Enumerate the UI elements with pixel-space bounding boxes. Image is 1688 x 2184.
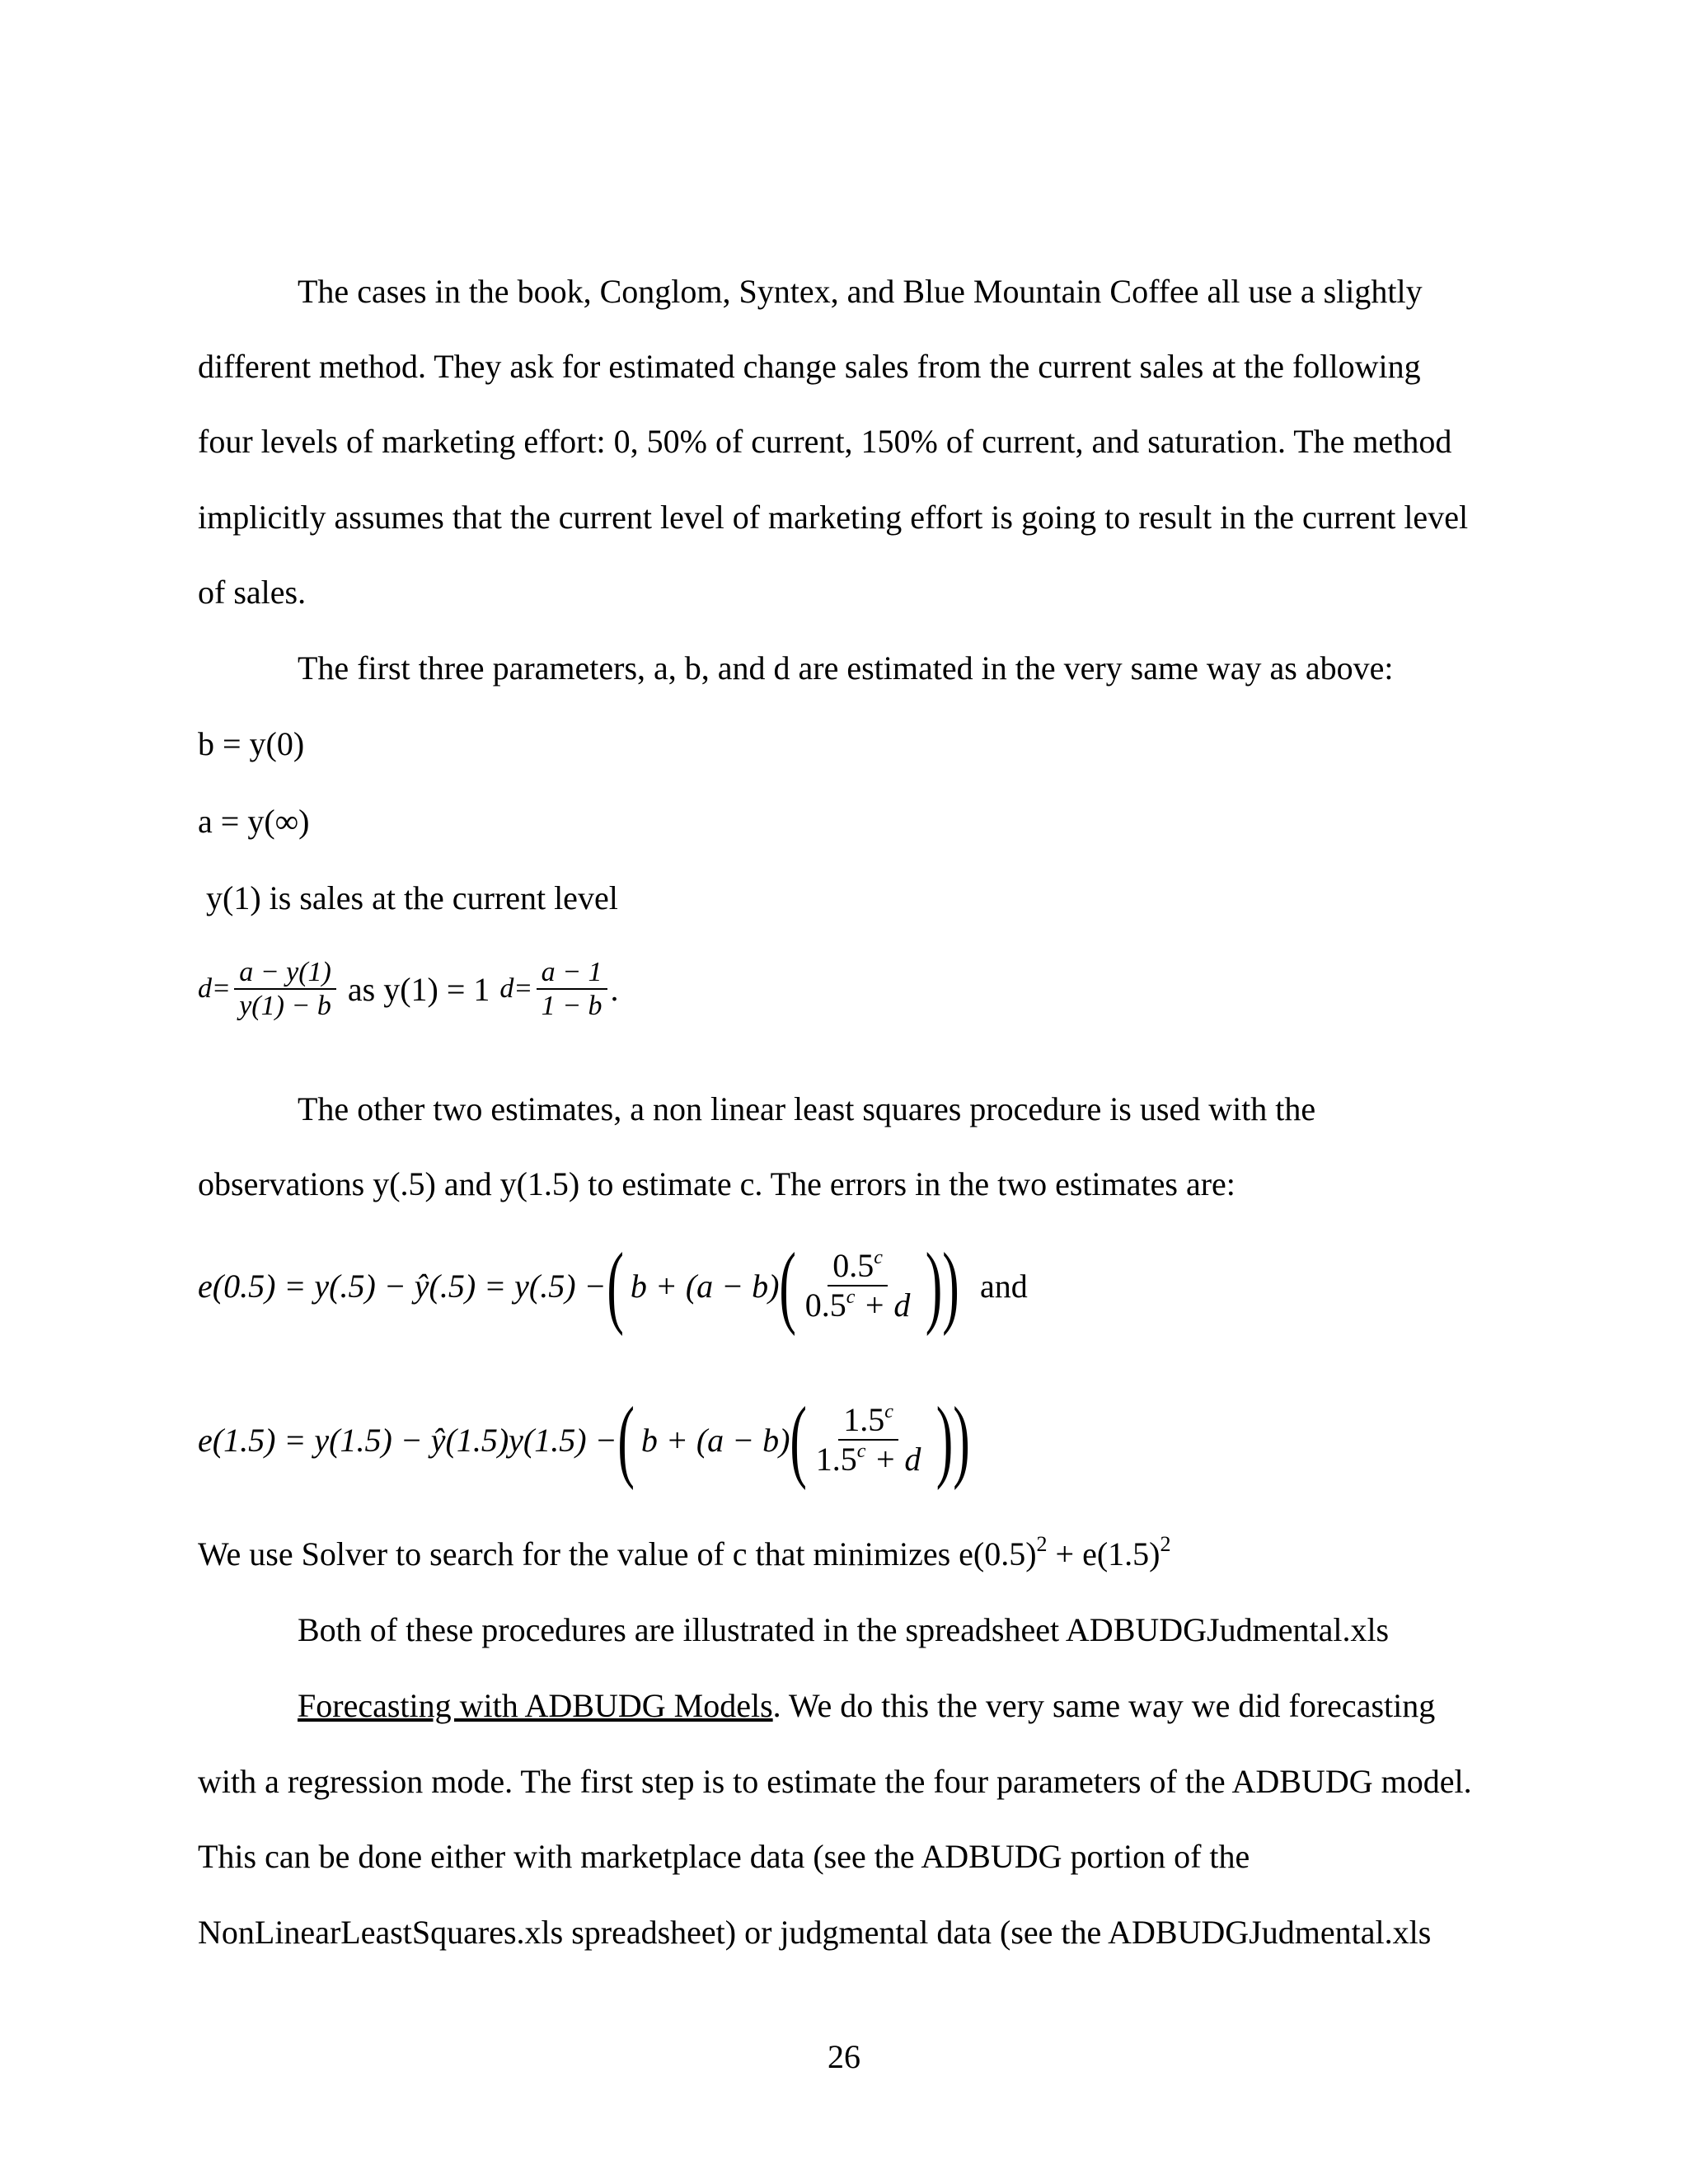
d-symbol: d [198,973,212,1005]
paragraph-1-line-4: implicitly assumes that the current level of marketing effort is going to result in the current level [198,499,1469,536]
d-formula [198,956,619,1022]
definition-b: b = y(0) [198,725,305,762]
solver-mid: + e(1.5) [1047,1535,1160,1572]
d-fraction-2-denominator: 1 − b [541,991,603,1022]
paragraph-1-line-2: different method. They ask for estimated change sales from the current sales at the following [198,348,1421,385]
equation-2-close-paren: )) [936,1389,971,1491]
d-fraction-2 [537,956,607,1022]
equation-e-1-5 [198,1389,978,1491]
equation-1-fraction [800,1247,916,1324]
equation-2-open-paren: ( [617,1389,635,1491]
equation-1-inner: b + (a − b) [630,1267,780,1305]
paragraph-5-line-2: with a regression mode. The first step is to estimate the four parameters of the ADBUDG model. [198,1763,1472,1800]
solver-text: We use Solver to search for the value of c that minimizes e(0.5) [198,1535,1037,1572]
d-formula-period: . [610,970,619,1008]
d-fraction-1 [234,956,336,1022]
equation-1-numerator: 0.5$^c$ [828,1247,888,1286]
equation-2-fraction [811,1401,926,1479]
equation-e-0-5 [198,1235,1028,1337]
equals-sign: = [213,973,230,1005]
equation-2-lhs: e(1.5) = y(1.5) − ŷ(1.5)y(1.5) − [198,1421,617,1459]
equation-1-and: and [980,1267,1028,1305]
paragraph-4-line-1: Both of these procedures are illustrated in the spreadsheet ADBUDGJudmental.xls [298,1611,1390,1648]
definition-y1: y(1) is sales at the current level [198,879,618,916]
paragraph-3-line-2: observations y(.5) and y(1.5) to estimate c. The errors in the two estimates are: [198,1165,1236,1202]
definition-a: a = y(∞) [198,803,310,840]
paragraph-1-line-5: of sales. [198,574,307,611]
equation-2-denominator: 1.5$^c$ + d [815,1441,921,1478]
equation-2-numerator: 1.5$^c$ [838,1401,898,1441]
equation-2-inner: b + (a − b) [640,1421,790,1459]
section-heading-forecasting: Forecasting with ADBUDG Models [298,1687,773,1724]
d-fraction-1-numerator: a − y(1) [234,956,336,990]
d-formula-condition: as y(1) = 1 [347,970,490,1008]
paragraph-5-line-3: This can be done either with marketplace data (see the ADBUDG portion of the [198,1838,1250,1875]
paragraph-3-line-1: The other two estimates, a non linear least squares procedure is used with the [298,1090,1316,1127]
paragraph-5-line-1 [298,1686,1688,1726]
paragraph-2-line-1: The first three parameters, a, b, and d are estimated in the very same way as above: [298,649,1394,687]
page-number: 26 [828,2038,860,2075]
solver-line [198,1532,1688,1574]
paragraph-1-line-1: The cases in the book, Conglom, Syntex, and Blue Mountain Coffee all use a slightly [298,273,1423,310]
equation-1-open-paren: ( [606,1235,624,1337]
solver-sup-2: 2 [1160,1532,1171,1556]
d-fraction-1-denominator: y(1) − b [239,991,331,1022]
equals-sign-2: = [515,973,532,1005]
paragraph-5-line-4: NonLinearLeastSquares.xls spreadsheet) or judgmental data (see the ADBUDGJudmental.xls [198,1914,1432,1951]
equation-1-close-paren: )) [926,1235,960,1337]
equation-1-open-paren-2: ( [779,1235,797,1337]
paragraph-1-line-3: four levels of marketing effort: 0, 50% of current, 150% of current, and saturation. The method [198,423,1452,460]
solver-sup-1: 2 [1036,1532,1048,1556]
paragraph-5-line-1-text: . We do this the very same way we did forecasting [772,1687,1436,1724]
equation-2-open-paren-2: ( [790,1389,808,1491]
d-symbol-2: d [499,973,514,1005]
d-fraction-2-numerator: a − 1 [537,956,607,990]
equation-1-lhs: e(0.5) = y(.5) − ŷ(.5) = y(.5) − [198,1267,607,1305]
equation-1-denominator: 0.5$^c$ + d [804,1286,911,1324]
